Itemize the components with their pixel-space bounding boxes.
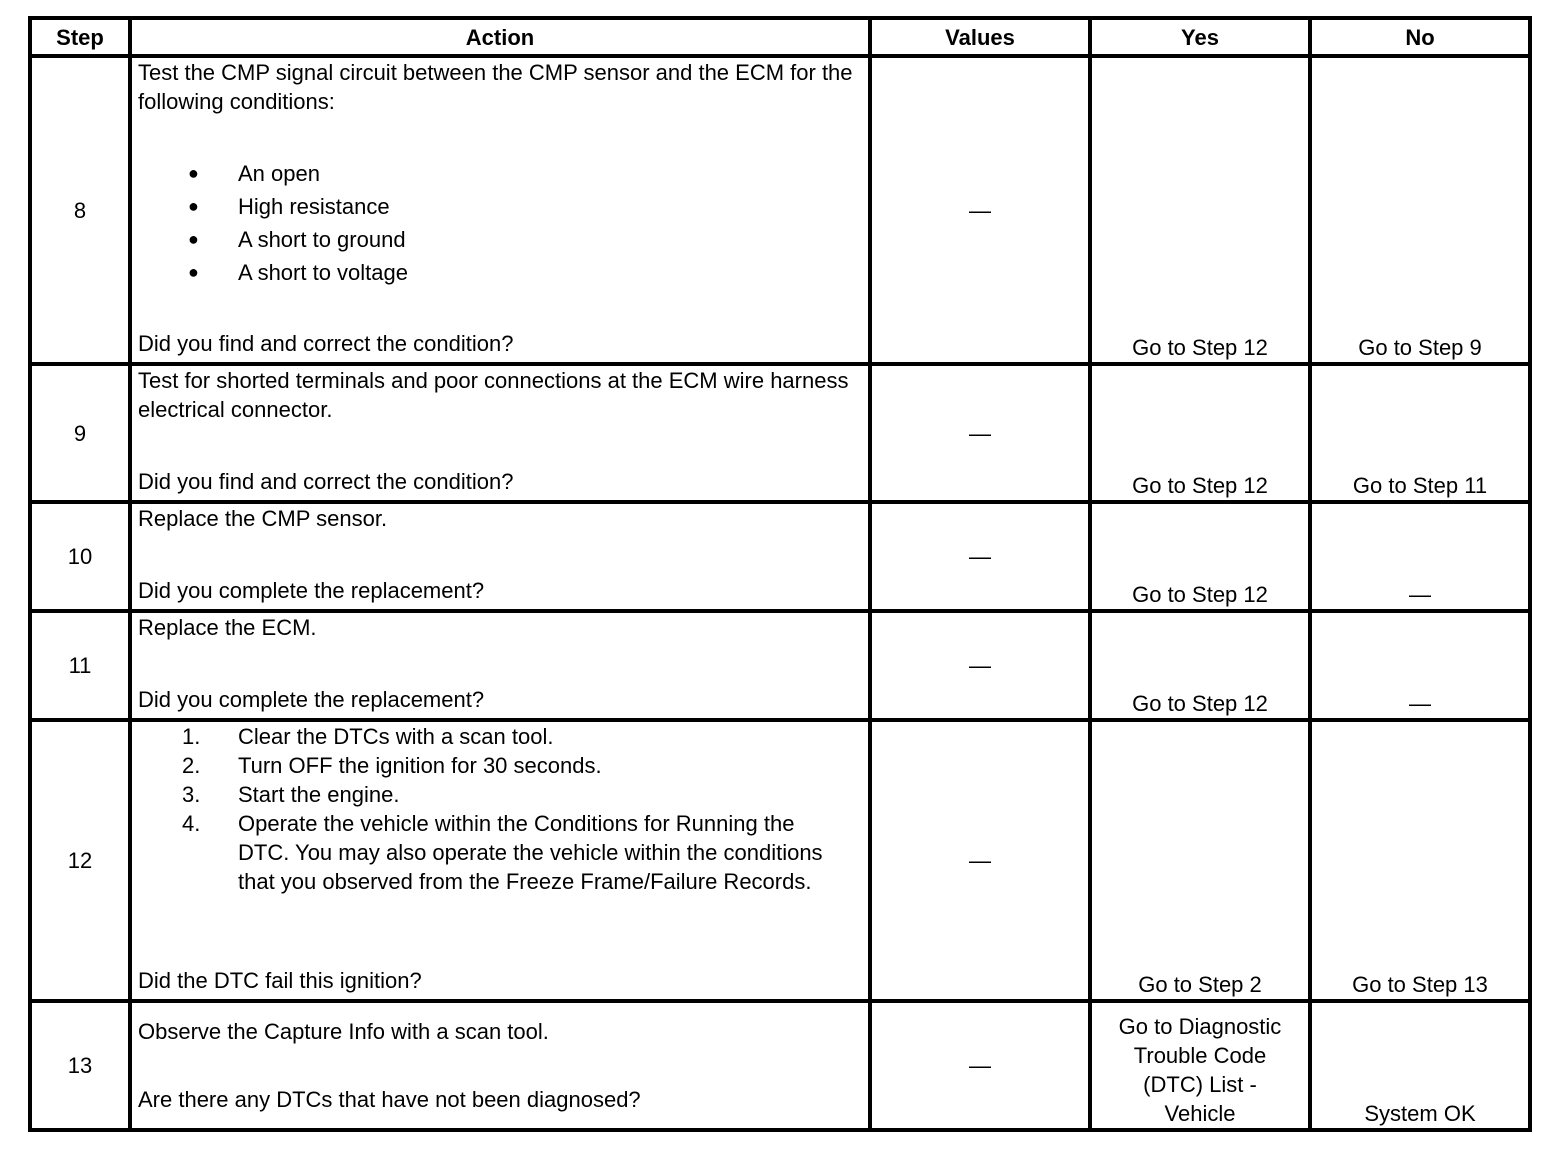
list-item: ● A short to ground — [138, 223, 862, 256]
action-text: Replace the CMP sensor. — [138, 506, 388, 531]
table-row — [30, 364, 1530, 502]
values-cell: — — [870, 720, 1090, 1001]
list-item: 3. Start the engine. — [182, 782, 400, 807]
step-number: 13 — [30, 1001, 130, 1130]
yes-cell: Go to Step 2 — [1090, 720, 1310, 1001]
no-cell: Go to Step 9 — [1310, 56, 1530, 364]
no-cell: System OK — [1310, 1001, 1530, 1130]
bullet-icon: ● — [188, 195, 199, 216]
yes-cell: Go to Step 12 — [1090, 364, 1310, 502]
bullet-icon: ● — [188, 162, 199, 183]
list-item: ● An open — [138, 157, 862, 190]
action-cell — [130, 56, 870, 364]
diagnostic-table — [28, 16, 1532, 1132]
action-cell — [130, 720, 870, 1001]
action-text: Test the CMP signal circuit between the CMP sensor and the ECM for the following conditions: — [138, 60, 853, 114]
table-row — [30, 720, 1530, 1001]
action-cell — [130, 364, 870, 502]
yes-cell: Go to Diagnostic Trouble Code (DTC) List - Vehicle — [1090, 1001, 1310, 1130]
header-action: Action — [130, 18, 870, 56]
action-question: Are there any DTCs that have not been diagnosed? — [138, 1087, 641, 1112]
values-cell: — — [870, 502, 1090, 611]
bullet-icon: ● — [188, 228, 199, 249]
list-item: 1. Clear the DTCs with a scan tool. — [182, 724, 554, 749]
table-row — [30, 611, 1530, 720]
no-cell: Go to Step 13 — [1310, 720, 1530, 1001]
no-cell: — — [1310, 502, 1530, 611]
no-cell: — — [1310, 611, 1530, 720]
values-cell: — — [870, 611, 1090, 720]
list-item: 2. Turn OFF the ignition for 30 seconds. — [182, 753, 602, 778]
action-question: Did you find and correct the condition? — [138, 331, 514, 356]
header-values: Values — [870, 18, 1090, 56]
condition-list — [138, 157, 862, 289]
table-row — [30, 56, 1530, 364]
no-cell: Go to Step 11 — [1310, 364, 1530, 502]
values-cell: — — [870, 364, 1090, 502]
table-row — [30, 1001, 1530, 1130]
values-cell: — — [870, 1001, 1090, 1130]
header-yes: Yes — [1090, 18, 1310, 56]
procedure-list — [138, 722, 862, 896]
yes-cell: Go to Step 12 — [1090, 56, 1310, 364]
action-text: Test for shorted terminals and poor connections at the ECM wire harness electrical connector. — [138, 368, 849, 422]
step-number: 12 — [30, 720, 130, 1001]
table-row — [30, 502, 1530, 611]
yes-cell: Go to Step 12 — [1090, 502, 1310, 611]
bullet-icon: ● — [188, 261, 199, 282]
step-number: 10 — [30, 502, 130, 611]
list-item: 4. Operate the vehicle within the Conditions for Running the DTC. You may also operate the vehicle within the conditions that you observed from the Freeze Frame/Failure Records. — [182, 811, 823, 894]
list-item: ● A short to voltage — [138, 256, 862, 289]
step-number: 9 — [30, 364, 130, 502]
action-question: Did you complete the replacement? — [138, 578, 485, 603]
header-step: Step — [30, 18, 130, 56]
yes-cell: Go to Step 12 — [1090, 611, 1310, 720]
values-cell: — — [870, 56, 1090, 364]
action-text: Replace the ECM. — [138, 615, 317, 640]
header-row — [30, 18, 1530, 56]
action-question: Did the DTC fail this ignition? — [138, 968, 422, 993]
header-no: No — [1310, 18, 1530, 56]
action-question: Did you complete the replacement? — [138, 687, 485, 712]
step-number: 8 — [30, 56, 130, 364]
action-text: Observe the Capture Info with a scan tool. — [138, 1019, 549, 1044]
action-question: Did you find and correct the condition? — [138, 469, 514, 494]
list-item: ● High resistance — [138, 190, 862, 223]
action-cell — [130, 502, 870, 611]
action-cell — [130, 1001, 870, 1130]
step-number: 11 — [30, 611, 130, 720]
action-cell — [130, 611, 870, 720]
